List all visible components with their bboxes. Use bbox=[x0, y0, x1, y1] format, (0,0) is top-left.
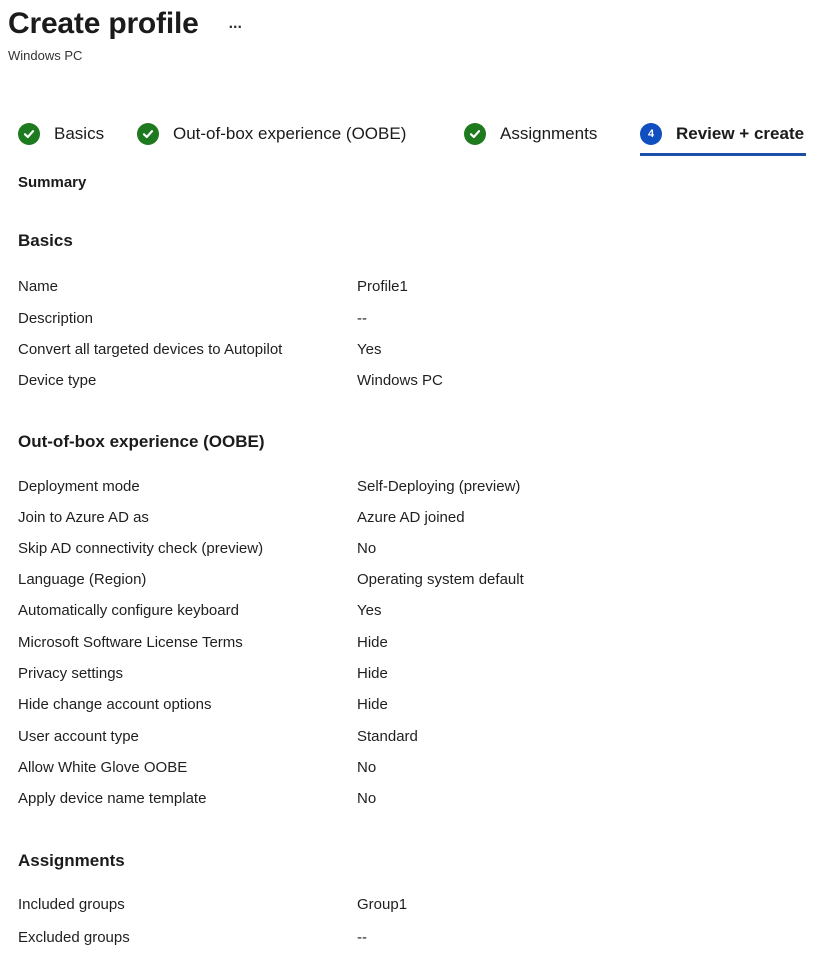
wizard-tabs bbox=[18, 116, 825, 156]
summary-heading: Summary bbox=[18, 174, 87, 191]
check-icon bbox=[18, 123, 40, 145]
tab-label: Basics bbox=[54, 124, 105, 143]
row-label: Convert all targeted devices to Autopilot bbox=[18, 340, 283, 358]
summary-row bbox=[18, 693, 388, 715]
row-value: Hide bbox=[357, 664, 388, 682]
row-value: Hide bbox=[357, 695, 388, 713]
row-value: -- bbox=[357, 928, 367, 946]
tab-label: Review + create bbox=[676, 124, 805, 143]
row-value: Self-Deploying (preview) bbox=[357, 477, 521, 495]
row-value: Azure AD joined bbox=[357, 508, 465, 526]
summary-row bbox=[18, 893, 407, 915]
summary-row bbox=[18, 307, 367, 329]
row-label: Hide change account options bbox=[18, 695, 212, 713]
row-value: No bbox=[357, 789, 377, 807]
row-label: Microsoft Software License Terms bbox=[18, 633, 243, 651]
tab-review-create[interactable] bbox=[640, 116, 804, 152]
row-label: Skip AD connectivity check (preview) bbox=[18, 539, 264, 557]
summary-row bbox=[18, 275, 408, 297]
row-label: Privacy settings bbox=[18, 664, 124, 682]
page-title: Create profile bbox=[8, 7, 199, 40]
row-value: Hide bbox=[357, 633, 388, 651]
row-value: Yes bbox=[357, 601, 382, 619]
summary-row bbox=[18, 599, 381, 621]
row-label: Deployment mode bbox=[18, 477, 140, 495]
row-label: Automatically configure keyboard bbox=[18, 601, 239, 619]
row-label: Description bbox=[18, 309, 94, 327]
assignments-heading: Assignments bbox=[18, 851, 125, 870]
summary-row bbox=[18, 631, 388, 653]
row-value: No bbox=[357, 539, 377, 557]
basics-heading: Basics bbox=[18, 231, 73, 250]
row-value: Yes bbox=[357, 340, 382, 358]
row-value: Group1 bbox=[357, 895, 408, 913]
row-label: User account type bbox=[18, 727, 139, 745]
row-label: Name bbox=[18, 277, 59, 295]
check-icon bbox=[137, 123, 159, 145]
summary-row bbox=[18, 926, 367, 948]
row-label: Language (Region) bbox=[18, 570, 147, 588]
row-value: Profile1 bbox=[357, 277, 408, 295]
row-label: Apply device name template bbox=[18, 789, 207, 807]
page-header bbox=[8, 4, 246, 63]
row-label: Device type bbox=[18, 371, 97, 389]
row-value: Operating system default bbox=[357, 570, 524, 588]
summary-row bbox=[18, 787, 376, 809]
title-row bbox=[8, 4, 246, 44]
summary-row bbox=[18, 662, 388, 684]
tab-basics[interactable] bbox=[18, 116, 104, 152]
oobe-heading: Out-of-box experience (OOBE) bbox=[18, 432, 265, 451]
row-label: Included groups bbox=[18, 895, 125, 913]
tab-oobe[interactable] bbox=[137, 116, 406, 152]
row-value: Standard bbox=[357, 727, 418, 745]
summary-row bbox=[18, 475, 520, 497]
check-icon bbox=[464, 123, 486, 145]
row-label: Excluded groups bbox=[18, 928, 130, 946]
summary-row bbox=[18, 338, 381, 360]
row-label: Join to Azure AD as bbox=[18, 508, 149, 526]
row-value: Windows PC bbox=[357, 371, 443, 389]
summary-row bbox=[18, 725, 418, 747]
more-options-button[interactable]: ... bbox=[228, 15, 242, 32]
tab-label: Out-of-box experience (OOBE) bbox=[173, 124, 407, 143]
step-number-icon: 4 bbox=[640, 123, 662, 145]
page-subtitle: Windows PC bbox=[8, 48, 83, 63]
summary-row bbox=[18, 537, 376, 559]
tab-assignments[interactable] bbox=[464, 116, 597, 152]
tab-label: Assignments bbox=[500, 124, 598, 143]
summary-row bbox=[18, 756, 376, 778]
row-value: No bbox=[357, 758, 377, 776]
row-value: -- bbox=[357, 309, 367, 327]
summary-row bbox=[18, 568, 524, 590]
summary-row bbox=[18, 506, 465, 528]
summary-row bbox=[18, 369, 443, 391]
row-label: Allow White Glove OOBE bbox=[18, 758, 188, 776]
